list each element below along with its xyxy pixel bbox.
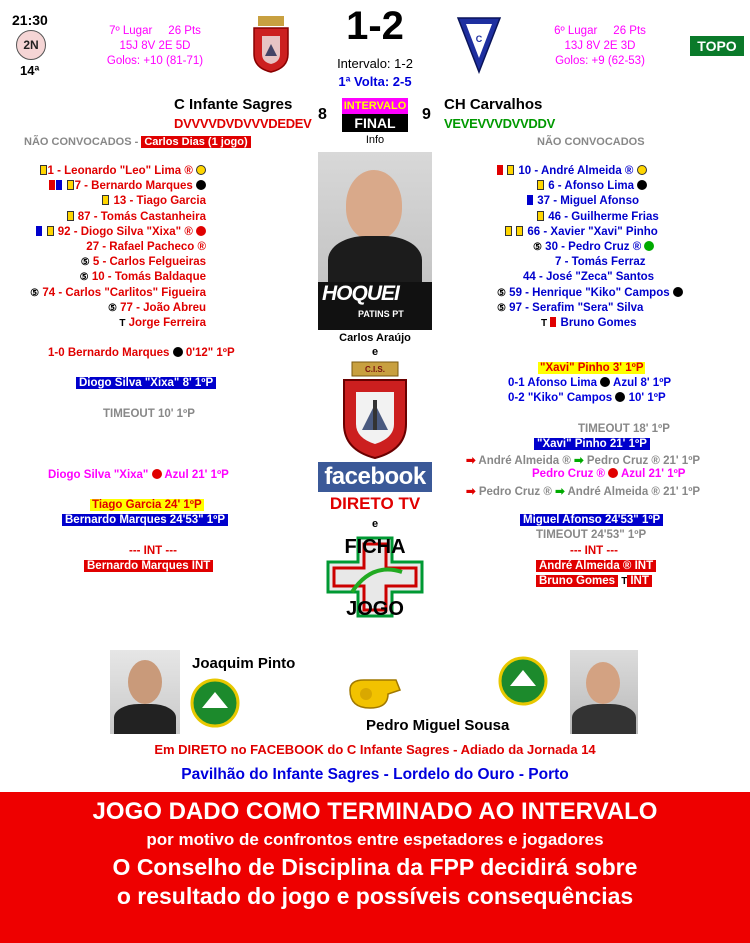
list-item: 6 - Afonso Lima bbox=[497, 179, 683, 194]
list-item: ⑤ 5 - Carlos Felgueiras bbox=[80, 256, 206, 269]
home-club-crest bbox=[250, 14, 292, 74]
list-item: 66 - Xavier "Xavi" Pinho bbox=[497, 225, 683, 240]
live-notice: Em DIRETO no FACEBOOK do C Infante Sagres - Adiado da Jornada 14 bbox=[154, 742, 596, 757]
home-fouls: 8 bbox=[318, 106, 327, 123]
info-link[interactable]: Info bbox=[365, 134, 385, 146]
away-not-called-label: NÃO CONVOCADOS bbox=[537, 136, 645, 148]
patins-logo-text: PATINS PT bbox=[358, 309, 404, 319]
list-item: ⑤ 10 - Tomás Baldaque bbox=[79, 271, 206, 284]
home-event-int: --- INT --- bbox=[129, 545, 177, 557]
list-item: 27 - Rafael Pacheco ® bbox=[86, 241, 206, 254]
list-item: 13 - Tiago Garcia bbox=[30, 194, 206, 209]
away-points: 26 Pts bbox=[613, 25, 646, 37]
list-item: ⑤ 30 - Pedro Cruz ® bbox=[497, 240, 683, 255]
reporter-name: Carlos Araújo bbox=[339, 332, 411, 344]
away-record: 13J 8V 2E 3D bbox=[564, 40, 636, 52]
away-form: VEVEVVVDVVDDV bbox=[444, 116, 555, 131]
away-event-blue-2: Miguel Afonso 24'53" 1ºP bbox=[520, 514, 663, 526]
home-event-card: Diogo Silva "Xixa" Azul 21' 1ºP bbox=[48, 469, 229, 481]
home-lineup bbox=[30, 164, 206, 331]
away-event-blue-1: "Xavi" Pinho 21' 1ºP bbox=[534, 438, 650, 450]
ficha-label: FICHA bbox=[344, 536, 406, 558]
away-event-card: Pedro Cruz ® Azul 21' 1ºP bbox=[532, 468, 686, 480]
and-label-2: e bbox=[371, 518, 379, 530]
top-button[interactable]: TOPO bbox=[690, 36, 744, 56]
referee-1-name: Joaquim Pinto bbox=[192, 655, 296, 672]
home-goals: Golos: +10 (81-71) bbox=[106, 55, 204, 67]
home-place: 7º Lugar bbox=[109, 25, 153, 37]
home-not-called-player: Carlos Dias (1 jogo) bbox=[141, 136, 250, 148]
first-leg-score: 1ª Volta: 2-5 bbox=[338, 74, 412, 89]
away-event-timeout-2: TIMEOUT 24'53" 1ºP bbox=[536, 529, 647, 541]
final-score: 1-2 bbox=[346, 4, 404, 48]
home-stats bbox=[70, 24, 240, 69]
division-badge: 2N bbox=[16, 30, 46, 60]
list-item: ⑤ 77 - João Abreu bbox=[107, 301, 206, 314]
home-event-int-red: Bernardo Marques INT bbox=[84, 560, 213, 572]
home-not-called bbox=[24, 136, 251, 148]
home-event-blue-1: Diogo Silva "Xixa" 8' 1ºP bbox=[76, 377, 216, 389]
banner-line-2: por motivo de confrontos entre espetadores e jogadores bbox=[146, 830, 604, 849]
away-club-crest bbox=[456, 14, 502, 74]
away-place: 6º Lugar bbox=[554, 25, 598, 37]
list-item: ⑤ 59 - Henrique "Kiko" Campos bbox=[497, 286, 683, 301]
status-badge-final: FINAL bbox=[342, 114, 408, 132]
away-team-name: CH Carvalhos bbox=[444, 96, 543, 113]
list-item: 46 - Guilherme Frias bbox=[497, 210, 683, 225]
club-crest-large bbox=[338, 360, 412, 460]
status-badge-interval: INTERVALO bbox=[343, 100, 407, 112]
home-event-blue-2: Bernardo Marques 24'53" 1ºP bbox=[62, 514, 228, 526]
away-event-int-red-2: Bruno Gomes T INT bbox=[536, 575, 652, 587]
banner-line-3: O Conselho de Disciplina da FPP decidirá sobre bbox=[112, 854, 638, 880]
jogo-label: JOGO bbox=[346, 598, 404, 620]
list-item: 37 - Miguel Afonso bbox=[497, 194, 683, 209]
facebook-logo[interactable]: facebook bbox=[318, 462, 432, 492]
kickoff-time: 21:30 bbox=[12, 12, 48, 28]
whistle-icon bbox=[344, 676, 406, 712]
home-event-goal-1: 1-0 Bernardo Marques 0'12" 1ºP bbox=[48, 347, 235, 359]
referee-association-logo-left bbox=[190, 678, 240, 728]
list-item: ⑤ 97 - Serafim "Sera" Silva bbox=[497, 301, 644, 314]
away-event-timeout-1: TIMEOUT 18' 1ºP bbox=[578, 423, 670, 435]
list-item: 7 - Bernardo Marques bbox=[30, 179, 206, 194]
list-item: T Bruno Gomes bbox=[541, 317, 637, 330]
list-item: 10 - André Almeida ® bbox=[497, 164, 683, 179]
svg-text:C: C bbox=[475, 34, 483, 44]
away-event-sub-1: ➡ André Almeida ® ➡ Pedro Cruz ® 21' 1ºP bbox=[466, 455, 701, 467]
hoquei-logo-text: HOQUEI bbox=[322, 282, 399, 305]
list-item: 7 - Tomás Ferraz bbox=[555, 256, 646, 269]
away-fouls: 9 bbox=[422, 106, 431, 123]
round-label: 14ª bbox=[20, 63, 40, 78]
home-points: 26 Pts bbox=[168, 25, 201, 37]
home-form: DVVVVDVDVVVDEDEV bbox=[174, 116, 312, 131]
match-abandoned-banner bbox=[0, 792, 750, 943]
banner-line-1: JOGO DADO COMO TERMINADO AO INTERVALO bbox=[92, 798, 658, 825]
venue: Pavilhão do Infante Sagres - Lordelo do Ouro - Porto bbox=[181, 766, 569, 783]
referee-1-photo bbox=[110, 650, 180, 734]
away-goals: Golos: +9 (62-53) bbox=[555, 55, 645, 67]
referee-association-logo-right bbox=[498, 656, 548, 706]
away-event-goal-2: 0-2 "Kiko" Campos 10' 1ºP bbox=[508, 392, 666, 404]
and-label-1: e bbox=[371, 346, 379, 358]
banner-line-4: o resultado do jogo e possíveis consequências bbox=[116, 883, 634, 909]
list-item: 87 - Tomás Castanheira bbox=[30, 210, 206, 225]
away-event-int: --- INT --- bbox=[570, 545, 618, 557]
home-record: 15J 8V 2E 5D bbox=[119, 40, 191, 52]
away-stats bbox=[515, 24, 685, 69]
list-item: 92 - Diogo Silva "Xixa" ® bbox=[30, 225, 206, 240]
away-event-sub-2: ➡ Pedro Cruz ® ➡ André Almeida ® 21' 1ºP bbox=[466, 486, 701, 498]
away-event-goal-1: 0-1 Afonso Lima Azul 8' 1ºP bbox=[508, 377, 672, 389]
list-item: T Jorge Ferreira bbox=[119, 317, 206, 330]
interval-score: Intervalo: 1-2 bbox=[337, 56, 413, 71]
home-event-yellow-1: Tiago Garcia 24' 1ºP bbox=[92, 499, 202, 511]
home-event-timeout: TIMEOUT 10' 1ºP bbox=[103, 408, 195, 420]
list-item: ⑤ 74 - Carlos "Carlitos" Figueira bbox=[30, 286, 206, 299]
direto-tv-label[interactable]: DIRETO TV bbox=[329, 494, 421, 513]
ficha-jogo-logo[interactable] bbox=[322, 532, 428, 622]
away-event-int-red-1: André Almeida ® INT bbox=[536, 560, 656, 572]
away-lineup bbox=[497, 164, 683, 331]
referee-2-name: Pedro Miguel Sousa bbox=[366, 717, 510, 734]
home-team-name: C Infante Sagres bbox=[174, 96, 293, 113]
svg-text:C.I.S.: C.I.S. bbox=[364, 365, 386, 374]
list-item: 1 - Leonardo "Leo" Lima ® bbox=[30, 164, 206, 179]
list-item: 44 - José "Zeca" Santos bbox=[523, 271, 655, 284]
reporter-photo bbox=[318, 152, 432, 330]
away-event-yellow-1: "Xavi" Pinho 3' 1ºP bbox=[540, 362, 644, 374]
referee-2-photo bbox=[570, 650, 638, 734]
home-not-called-label: NÃO CONVOCADOS - bbox=[24, 136, 139, 148]
